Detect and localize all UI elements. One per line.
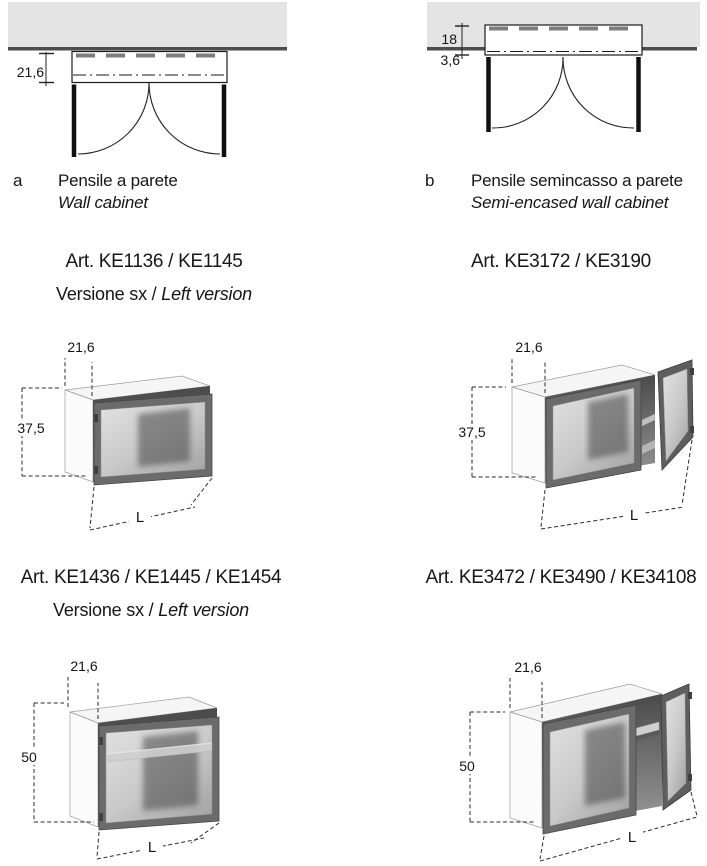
dim-width-label: L — [629, 507, 639, 524]
glass-door-pane-open — [663, 369, 688, 461]
cabinet-3d-ke3172 — [448, 330, 704, 545]
door-hinge-top — [95, 414, 99, 422]
dim-protrusion-label: 3,6 — [440, 52, 460, 68]
version-italian: Versione sx / — [53, 600, 154, 620]
interior-shadow — [585, 722, 625, 806]
door-hinge-top — [688, 692, 692, 699]
dim-depth-label: 21,6 — [70, 658, 98, 674]
door-hinge-bottom — [690, 426, 694, 433]
diagram-a-title-english: Wall cabinet — [58, 193, 148, 212]
dim-width-label: L — [147, 839, 157, 856]
cabinet-left-face — [512, 387, 545, 483]
dim-recess-label: 18 — [441, 31, 457, 47]
dim-width-label: L — [135, 509, 145, 526]
plan-view-semi-encased-cabinet — [415, 2, 707, 165]
dim-depth-label: 21,6 — [16, 64, 44, 80]
wall-surface-line-right — [642, 47, 697, 51]
dimension-width — [90, 478, 212, 530]
dim-width-label: L — [627, 829, 637, 846]
dim-depth-label: 21,6 — [514, 659, 542, 675]
interior-shadow — [588, 394, 628, 460]
dim-depth-label: 21,6 — [515, 339, 543, 355]
cabinet-3d-ke1436 — [8, 645, 253, 866]
version-line-ke1436 — [5, 600, 297, 621]
dim-height-label: 37,5 — [17, 420, 45, 436]
dim-height-label: 50 — [21, 749, 37, 765]
door-hinge-bottom — [95, 466, 99, 474]
door-swing-arc-right — [563, 57, 634, 128]
plan-view-wall-cabinet — [0, 2, 290, 165]
article-heading-ke3472: Art. KE3472 / KE3490 / KE34108 — [425, 567, 697, 588]
diagram-b-title-english: Semi-encased wall cabinet — [471, 193, 669, 212]
door-swing-arc-left — [78, 83, 149, 154]
door-hinge-bottom — [688, 774, 692, 781]
cabinet-3d-ke1136 — [8, 326, 243, 544]
wall-surface-line-left — [427, 47, 485, 51]
door-hinge-top — [690, 368, 694, 375]
wall-section — [8, 2, 287, 47]
diagram-b-caption — [471, 170, 683, 214]
diagram-letter-b: b — [425, 171, 435, 190]
cabinet-3d-ke3472 — [445, 648, 703, 866]
version-italian: Versione sx / — [56, 284, 157, 304]
door-swing-arc-left — [492, 57, 563, 128]
dimension-depth — [17, 52, 54, 86]
door-hinge-top — [100, 737, 104, 745]
cabinet-left-face — [510, 712, 542, 828]
diagram-letter-a: a — [13, 171, 23, 190]
door-hinge-bottom — [100, 813, 104, 821]
version-english: Left version — [158, 600, 249, 620]
dim-height-label: 37,5 — [458, 424, 486, 440]
version-english: Left version — [161, 284, 252, 304]
interior-shadow — [143, 731, 198, 811]
article-heading-ke1436: Art. KE1436 / KE1445 / KE1454 — [20, 567, 282, 588]
door-swing-arc-right — [149, 83, 220, 154]
article-heading-ke1136: Art. KE1136 / KE1145 — [65, 251, 243, 272]
diagram-b-title-italian: Pensile semincasso a parete — [471, 171, 683, 190]
diagram-a-title-italian: Pensile a parete — [58, 171, 178, 190]
dim-depth-label: 21,6 — [67, 339, 95, 355]
wall-surface-line — [8, 47, 287, 51]
version-line-ke1136 — [8, 284, 300, 305]
interior-shadow — [138, 408, 190, 467]
cabinet-left-face — [70, 712, 98, 827]
article-heading-ke3172: Art. KE3172 / KE3190 — [471, 251, 651, 272]
diagram-a-caption — [58, 170, 178, 214]
glass-door-pane-open — [666, 693, 686, 801]
cabinet-left-face — [65, 390, 93, 482]
dim-height-label: 50 — [459, 758, 475, 774]
